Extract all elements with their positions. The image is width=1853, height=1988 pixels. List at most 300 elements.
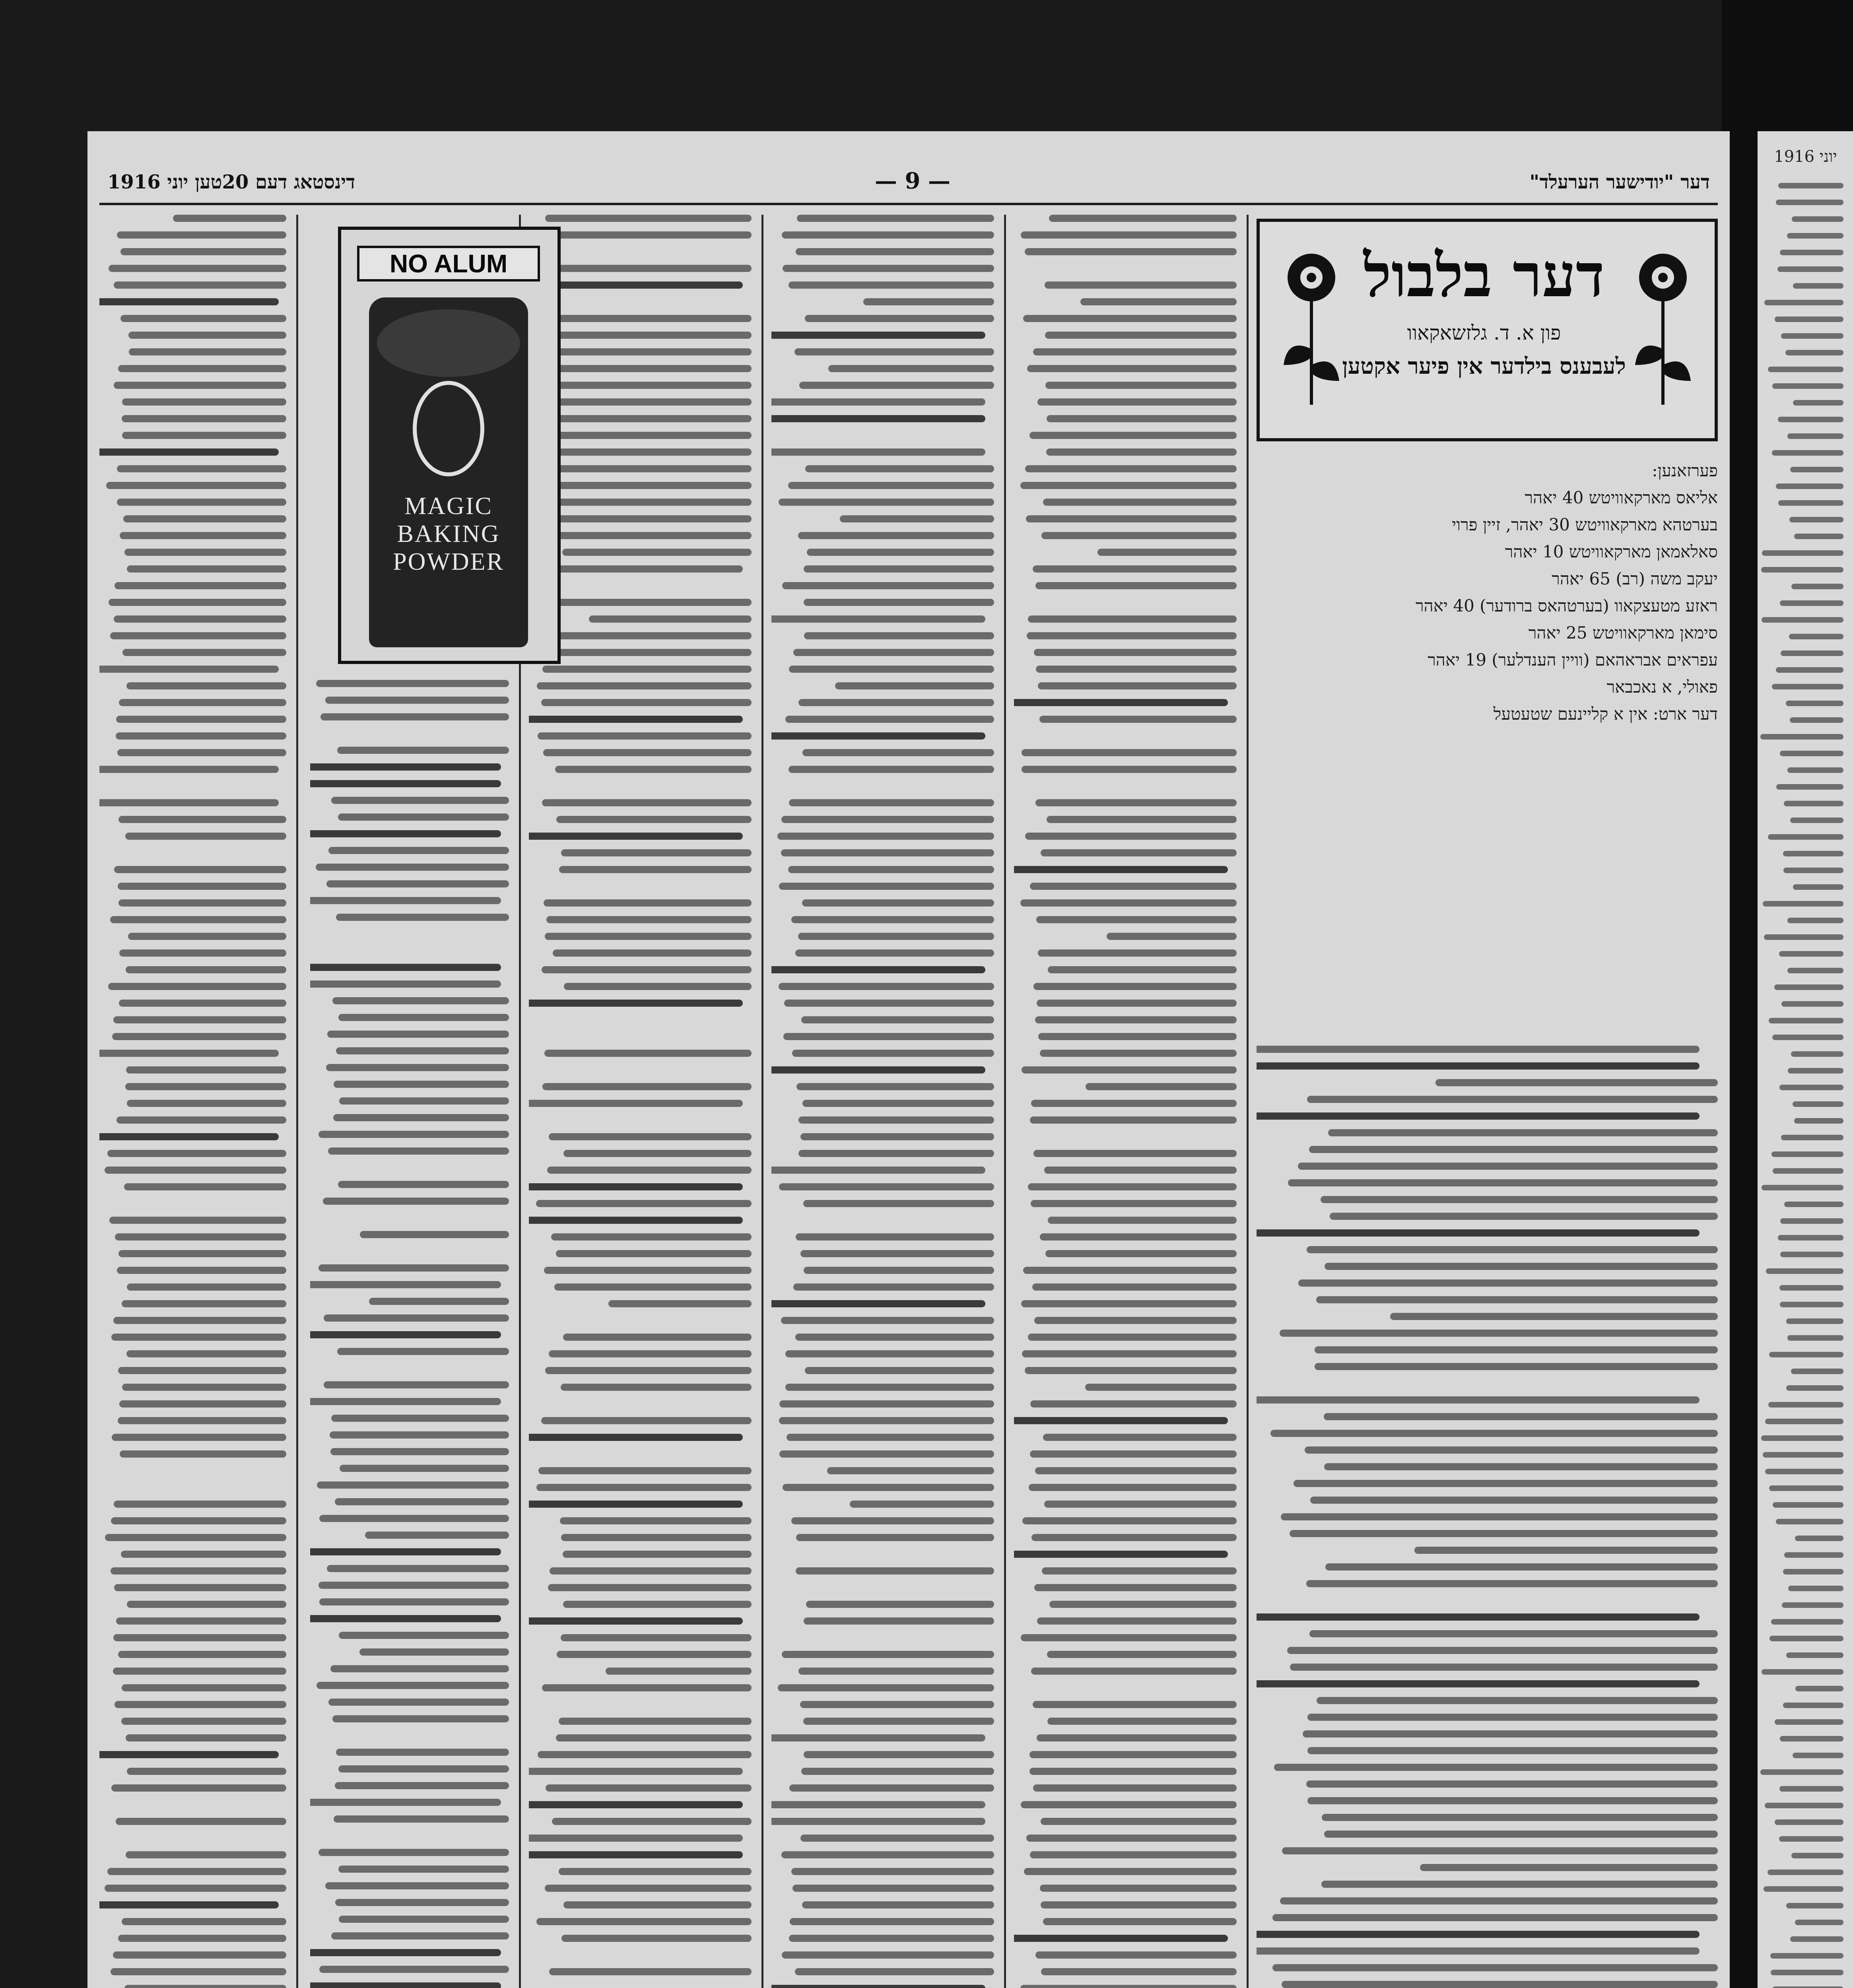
text-line — [545, 933, 752, 940]
text-line — [779, 983, 994, 990]
text-line — [561, 1935, 752, 1942]
text-line — [330, 1665, 509, 1672]
text-line — [128, 332, 286, 339]
text-line — [113, 1016, 286, 1023]
text-line — [105, 1167, 286, 1174]
text-line — [1309, 1146, 1718, 1153]
text-line — [1025, 465, 1237, 472]
text-line — [555, 532, 752, 539]
text-line — [1036, 666, 1237, 673]
text-line — [319, 1131, 509, 1138]
text-line — [1780, 250, 1843, 255]
text-line — [1786, 1652, 1843, 1658]
text-line — [538, 1467, 752, 1474]
text-line — [771, 1801, 985, 1808]
text-line — [117, 749, 286, 756]
text-line — [110, 916, 286, 923]
text-line — [319, 1582, 509, 1589]
text-line — [799, 382, 994, 389]
text-line — [1762, 617, 1843, 623]
text-line — [326, 880, 509, 887]
text-line — [1768, 1870, 1843, 1875]
text-line — [789, 666, 994, 673]
text-line — [404, 930, 509, 938]
text-line — [542, 666, 752, 673]
text-line — [801, 1016, 994, 1023]
text-line — [118, 883, 286, 890]
text-line — [127, 1601, 286, 1608]
text-line — [179, 1467, 286, 1474]
text-line — [547, 1167, 752, 1174]
text-line — [1776, 784, 1843, 790]
text-line — [542, 231, 752, 239]
text-line — [537, 682, 752, 689]
text-line — [1768, 834, 1843, 840]
text-line — [1786, 1318, 1843, 1324]
text-line — [120, 315, 286, 322]
text-line — [1766, 1268, 1843, 1274]
text-line — [1782, 1602, 1843, 1608]
text-line — [1048, 1217, 1237, 1224]
text-line — [1791, 584, 1843, 589]
text-line — [1307, 1096, 1718, 1103]
text-line — [1014, 1935, 1228, 1942]
text-line — [1778, 1235, 1843, 1241]
text-line — [771, 448, 985, 456]
text-line — [128, 933, 286, 940]
text-line — [112, 1434, 286, 1441]
text-line — [1030, 1116, 1237, 1124]
text-line — [1322, 1814, 1718, 1821]
text-line — [323, 1198, 509, 1205]
text-line — [1786, 1903, 1843, 1908]
text-line — [1762, 1185, 1843, 1190]
text-line — [181, 849, 286, 856]
text-line — [115, 582, 286, 589]
text-line — [1032, 1283, 1237, 1291]
text-line — [1139, 599, 1237, 606]
text-line — [556, 482, 752, 489]
text-line — [181, 782, 286, 790]
text-line — [563, 1901, 752, 1908]
text-line — [325, 1882, 509, 1889]
text-line — [1257, 1229, 1700, 1237]
text-line — [795, 1968, 994, 1975]
text-line — [529, 1183, 743, 1190]
text-line — [99, 298, 279, 305]
ad-product-name: MAGIC BAKING POWDER — [393, 493, 504, 575]
text-line — [1787, 918, 1843, 923]
text-line — [1036, 916, 1237, 923]
text-line — [116, 716, 286, 723]
text-line — [556, 1250, 752, 1257]
text-line — [1772, 684, 1843, 689]
adjacent-page-strip — [1758, 131, 1853, 1988]
text-line — [1028, 1334, 1237, 1341]
text-line — [789, 282, 994, 289]
text-line — [115, 1701, 286, 1708]
text-line — [1020, 1985, 1237, 1988]
cast-line: יעקב משה (רב) 65 יאהר — [1552, 569, 1718, 588]
text-line — [1780, 1302, 1843, 1307]
text-line — [1773, 1502, 1843, 1508]
text-line — [542, 799, 752, 806]
text-column-6 — [99, 215, 286, 1988]
text-line — [1021, 1634, 1237, 1641]
text-line — [548, 1584, 752, 1591]
text-line — [785, 1350, 994, 1357]
text-line — [549, 1968, 752, 1975]
text-line — [805, 315, 994, 322]
text-line — [1037, 1734, 1237, 1741]
text-line — [791, 916, 994, 923]
text-line — [1034, 1317, 1237, 1324]
text-line — [397, 1164, 509, 1171]
text-line — [120, 1450, 286, 1458]
text-line — [117, 1116, 286, 1124]
text-line — [1390, 1313, 1718, 1320]
text-line — [125, 1083, 286, 1090]
text-line — [1789, 517, 1843, 522]
text-line — [1793, 283, 1843, 289]
text-line — [1785, 350, 1843, 355]
text-line — [310, 980, 501, 988]
text-line — [335, 1498, 509, 1505]
text-line — [118, 1250, 286, 1257]
text-line — [1034, 1584, 1237, 1591]
text-line — [1306, 1780, 1718, 1788]
baking-powder-ad — [338, 227, 561, 664]
text-line — [782, 231, 994, 239]
text-line — [544, 899, 752, 907]
cast-list — [1257, 457, 1718, 1034]
text-line — [802, 1901, 994, 1908]
text-line — [1272, 1964, 1718, 1971]
text-line — [795, 1334, 994, 1341]
text-line — [546, 1784, 752, 1792]
text-line — [113, 1317, 286, 1324]
text-column-2 — [1014, 215, 1237, 1988]
text-line — [1769, 1636, 1843, 1641]
text-line — [124, 1985, 286, 1988]
text-line — [316, 680, 509, 687]
text-line — [559, 866, 752, 873]
text-line — [1029, 1768, 1237, 1775]
text-column-3 — [771, 215, 994, 1988]
text-line — [113, 1668, 286, 1675]
text-line — [1029, 432, 1237, 439]
text-line — [338, 813, 509, 821]
text-line — [563, 1601, 752, 1608]
text-line — [1033, 348, 1237, 355]
text-line — [395, 730, 509, 737]
text-line — [111, 1968, 286, 1975]
text-line — [337, 747, 509, 754]
text-line — [828, 365, 994, 372]
text-line — [396, 947, 509, 954]
text-line — [1023, 315, 1237, 322]
text-line — [338, 1181, 509, 1188]
text-line — [105, 1885, 286, 1892]
text-line — [792, 1885, 994, 1892]
text-line — [559, 1718, 752, 1725]
text-line — [798, 933, 994, 940]
text-line — [1033, 1150, 1237, 1157]
text-line — [562, 549, 752, 556]
text-line — [404, 1248, 509, 1255]
text-line — [783, 265, 994, 272]
text-line — [310, 1281, 501, 1288]
text-line — [771, 415, 985, 422]
text-line — [117, 465, 286, 472]
text-line — [328, 1699, 509, 1706]
text-line — [798, 699, 994, 706]
text-line — [328, 847, 509, 854]
text-line — [541, 1417, 752, 1424]
text-line — [1014, 699, 1228, 706]
text-line — [550, 432, 752, 439]
text-line — [1045, 1250, 1237, 1257]
text-line — [1795, 1920, 1843, 1925]
text-line — [1020, 899, 1237, 907]
text-line — [369, 1298, 509, 1305]
text-line — [804, 632, 994, 639]
text-line — [1014, 1551, 1228, 1558]
text-line — [120, 532, 286, 539]
text-line — [1029, 1484, 1237, 1491]
text-line — [795, 949, 994, 957]
text-line — [529, 1617, 743, 1625]
text-line — [99, 1751, 279, 1758]
text-line — [1281, 1513, 1718, 1520]
text-line — [1027, 632, 1237, 639]
text-line — [310, 780, 501, 787]
text-line — [1775, 1719, 1843, 1725]
cast-line: דער ארט: אין א קליינעם שטעטעל — [1493, 704, 1718, 724]
text-line — [803, 1718, 994, 1725]
issue-date: דינסטאג דעם 20טען יוני 1916 — [107, 171, 355, 193]
text-line — [127, 1768, 286, 1775]
text-line — [1041, 532, 1237, 539]
text-line — [781, 816, 994, 823]
text-line — [781, 849, 994, 856]
text-line — [338, 1765, 509, 1773]
text-line — [1787, 767, 1843, 773]
text-line — [634, 1116, 752, 1124]
text-line — [1793, 1753, 1843, 1758]
text-line — [552, 1818, 752, 1825]
text-line — [553, 949, 752, 957]
text-line — [1324, 1463, 1718, 1470]
text-line — [325, 697, 509, 704]
text-line — [827, 1467, 994, 1474]
text-line — [121, 1718, 286, 1725]
text-line — [546, 448, 752, 456]
text-line — [783, 1033, 994, 1040]
text-line — [1280, 1330, 1718, 1337]
text-line — [1294, 1480, 1718, 1487]
text-line — [789, 766, 994, 773]
text-line — [119, 949, 286, 957]
text-line — [115, 1233, 286, 1241]
text-line — [529, 1217, 743, 1224]
text-line — [1765, 1419, 1843, 1424]
text-line — [125, 833, 286, 840]
text-line — [310, 897, 501, 904]
text-line — [317, 1682, 509, 1689]
text-line — [114, 282, 286, 289]
text-line — [1014, 866, 1228, 873]
text-line — [788, 482, 994, 489]
text-column-5 — [310, 680, 509, 1988]
text-line — [529, 282, 743, 289]
text-line — [771, 615, 985, 623]
ad-headline: NO ALUM — [357, 246, 540, 282]
text-line — [796, 1233, 994, 1241]
text-line — [1024, 1868, 1237, 1875]
text-line — [1021, 1801, 1237, 1808]
text-line — [1307, 1797, 1718, 1804]
text-line — [1780, 751, 1843, 756]
text-line — [119, 1000, 286, 1007]
text-line — [1784, 801, 1843, 806]
text-line — [1305, 1446, 1718, 1454]
can-lid-icon — [377, 309, 520, 377]
text-line — [1043, 499, 1237, 506]
text-line — [1107, 265, 1237, 272]
text-line — [1041, 1968, 1237, 1975]
text-line — [1795, 1536, 1843, 1541]
text-line — [116, 1818, 286, 1825]
text-line — [1310, 1497, 1718, 1504]
text-line — [113, 1634, 286, 1641]
text-line — [1315, 1363, 1718, 1370]
text-line — [126, 1350, 286, 1357]
column-rule — [1247, 215, 1249, 1988]
text-line — [1787, 968, 1843, 973]
text-line — [560, 1517, 752, 1524]
text-line — [793, 1283, 994, 1291]
text-line — [1031, 1534, 1237, 1541]
text-line — [1022, 1066, 1237, 1074]
text-line — [1038, 682, 1237, 689]
text-line — [1306, 1580, 1718, 1587]
text-line — [108, 983, 286, 990]
text-line — [792, 1050, 994, 1057]
text-line — [1025, 833, 1237, 840]
text-line — [771, 332, 985, 339]
text-line — [642, 1951, 752, 1959]
text-line — [551, 1233, 752, 1241]
text-line — [798, 1116, 994, 1124]
text-line — [339, 1097, 509, 1105]
text-line — [798, 532, 994, 539]
text-line — [536, 1918, 752, 1925]
text-line — [1257, 1046, 1700, 1053]
text-line — [336, 1749, 509, 1756]
text-line — [785, 1384, 994, 1391]
play-author: פון א. ד. גלזשאקאוו — [1407, 321, 1561, 344]
text-line — [778, 1684, 994, 1691]
text-line — [338, 1866, 509, 1873]
text-line — [1044, 1167, 1237, 1174]
text-line — [1784, 1552, 1843, 1558]
text-line — [1783, 1703, 1843, 1708]
text-line — [1777, 266, 1843, 272]
text-line — [319, 1515, 509, 1522]
text-line — [335, 1782, 509, 1789]
text-line — [1035, 1016, 1237, 1023]
text-line — [606, 1668, 752, 1675]
text-line — [1037, 398, 1237, 406]
text-line — [553, 265, 752, 272]
newspaper-page — [87, 131, 1730, 1988]
text-line — [196, 1801, 286, 1808]
text-line — [316, 864, 509, 871]
text-line — [1040, 1050, 1237, 1057]
text-line — [310, 1615, 501, 1622]
column-rule — [296, 215, 298, 1988]
text-line — [1779, 951, 1843, 957]
cast-line: ראזע מטעצקאוו (בערטהאס ברודער) 40 יאהר — [1416, 596, 1718, 615]
text-line — [99, 799, 279, 806]
text-line — [1049, 1601, 1237, 1608]
text-line — [310, 964, 501, 971]
text-line — [1789, 634, 1843, 639]
text-line — [1037, 1617, 1237, 1625]
text-line — [800, 1701, 994, 1708]
text-line — [1257, 1680, 1700, 1687]
text-line — [331, 797, 509, 804]
text-line — [796, 1083, 994, 1090]
text-line — [1328, 1129, 1718, 1136]
cast-line: פאולי, א נאכבאר — [1606, 677, 1718, 697]
text-line — [771, 1300, 985, 1307]
text-line — [542, 332, 752, 339]
text-line — [797, 215, 994, 222]
text-line — [1034, 649, 1237, 656]
text-line — [1025, 1367, 1237, 1374]
text-line — [116, 732, 286, 740]
text-line — [1778, 417, 1843, 422]
text-line — [410, 1365, 509, 1372]
text-line — [1765, 1469, 1843, 1474]
text-line — [328, 1147, 509, 1155]
text-line — [779, 883, 994, 890]
text-line — [1048, 966, 1237, 973]
text-line — [117, 231, 287, 239]
text-line — [1047, 415, 1237, 422]
text-line — [1791, 1853, 1843, 1858]
text-line — [779, 499, 994, 506]
text-line — [789, 1784, 994, 1792]
text-line — [1047, 1651, 1237, 1658]
text-line — [1786, 1385, 1843, 1391]
text-line — [127, 1100, 286, 1107]
text-line — [319, 1849, 509, 1856]
text-line — [1321, 1196, 1718, 1203]
text-line — [337, 1348, 509, 1355]
cast-line: אליאס מארקאוויטש 40 יאהר — [1525, 488, 1718, 507]
text-line — [545, 465, 752, 472]
text-line — [529, 1100, 743, 1107]
text-line — [626, 248, 752, 255]
text-line — [863, 298, 994, 305]
text-line — [1772, 1986, 1843, 1988]
text-line — [111, 1334, 286, 1341]
text-line — [1028, 1183, 1237, 1190]
text-line — [1793, 884, 1843, 890]
